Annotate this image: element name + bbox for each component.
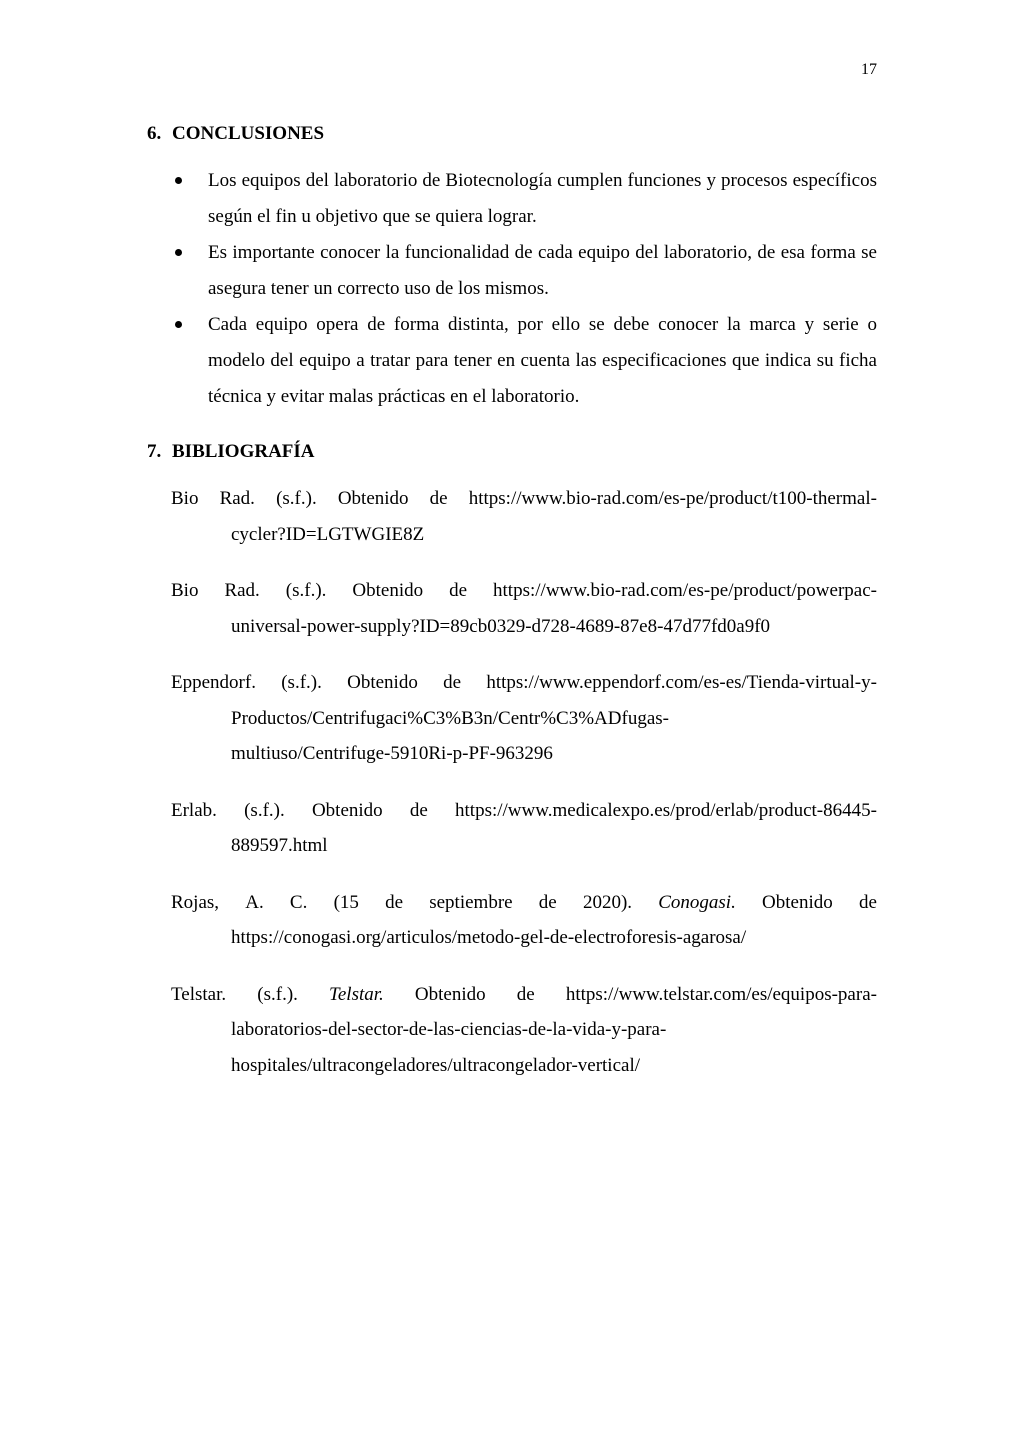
section-number: 7. xyxy=(147,441,162,462)
section-title: CONCLUSIONES xyxy=(172,123,325,144)
reference-continuation-line: universal-power-supply?ID=89cb0329-d728-4689-87e8-47d77fd0a9f0 xyxy=(231,615,771,637)
reference-first-line xyxy=(171,481,877,517)
reference-word: Telstar. xyxy=(329,983,384,1005)
reference-word: Obtenido xyxy=(311,799,383,821)
reference-word: 2020). xyxy=(582,891,633,913)
reference-word: Obtenido xyxy=(762,891,833,913)
reference-item xyxy=(171,665,877,772)
reference-word: de xyxy=(429,488,448,509)
reference-word: Obtenido xyxy=(337,488,409,509)
bullet-icon xyxy=(175,177,182,184)
reference-word: (15 xyxy=(333,891,359,913)
reference-list xyxy=(171,481,877,1104)
conclusiones-list xyxy=(208,163,877,415)
reference-word: Rad. xyxy=(224,580,260,601)
reference-word: Eppendorf. xyxy=(171,672,256,693)
list-item-text: Cada equipo opera de forma distinta, por ello se debe conocer la marca y serie o modelo del equipo a tratar para tener en cuenta las especificaciones que indica su ficha técnica y evitar malas prácticas en el laboratorio. xyxy=(208,314,877,407)
reference-word: septiembre xyxy=(429,891,513,913)
reference-word: de xyxy=(858,891,877,913)
reference-word: Obtenido xyxy=(414,983,486,1005)
list-item xyxy=(208,307,877,415)
reference-word: Bio xyxy=(171,580,199,601)
reference-continuation-line: Productos/Centrifugaci%C3%B3n/Centr%C3%ADfugas- xyxy=(231,707,669,729)
reference-word: de xyxy=(516,983,535,1005)
reference-word: https://www.medicalexpo.es/prod/erlab/product-86445- xyxy=(455,799,877,821)
reference-word: Conogasi. xyxy=(658,891,736,913)
reference-word: de xyxy=(449,580,468,601)
reference-word: de xyxy=(385,891,404,913)
reference-word: Rojas, xyxy=(171,891,220,913)
section-number: 6. xyxy=(147,123,162,144)
reference-word: de xyxy=(443,672,462,693)
reference-continuation-line: laboratorios-del-sector-de-las-ciencias-de-la-vida-y-para- xyxy=(231,1019,667,1040)
reference-word: Erlab. xyxy=(171,799,217,821)
reference-item xyxy=(171,977,877,1084)
reference-word: de xyxy=(538,891,557,913)
reference-word: (s.f.). xyxy=(281,672,322,693)
list-item-text: Es importante conocer la funcionalidad de cada equipo del laboratorio, de esa forma se asegura tener un correcto uso de los mismos. xyxy=(208,242,877,299)
reference-item xyxy=(171,793,877,864)
reference-continuation-line: 889597.html xyxy=(231,835,328,856)
reference-word: Bio xyxy=(171,488,199,509)
reference-word: https://www.eppendorf.com/es-es/Tienda-virtual-y- xyxy=(486,672,877,693)
reference-word: C. xyxy=(289,891,308,913)
reference-item xyxy=(171,885,877,956)
section-title: BIBLIOGRAFÍA xyxy=(172,441,315,462)
reference-word: Obtenido xyxy=(347,672,418,693)
reference-first-line xyxy=(171,573,877,609)
reference-word: A. xyxy=(245,891,264,913)
bibliografia-heading xyxy=(147,440,315,464)
bullet-icon xyxy=(175,249,182,256)
reference-first-line xyxy=(171,665,877,701)
reference-item xyxy=(171,481,877,552)
reference-word: (s.f.). xyxy=(285,580,327,601)
conclusiones-heading xyxy=(147,122,324,146)
reference-item xyxy=(171,573,877,644)
page-number: 17 xyxy=(861,61,877,78)
reference-word: https://www.telstar.com/es/equipos-para- xyxy=(565,983,877,1005)
list-item-text: Los equipos del laboratorio de Biotecnología cumplen funciones y procesos específicos según el fin u objetivo que se quiera lograr. xyxy=(208,170,877,227)
reference-continuation-line: https://conogasi.org/articulos/metodo-gel-de-electroforesis-agarosa/ xyxy=(231,927,747,948)
reference-first-line xyxy=(171,885,877,921)
list-item xyxy=(208,163,877,235)
reference-word: Rad. xyxy=(219,488,255,509)
reference-word: Telstar. xyxy=(171,983,227,1005)
list-item xyxy=(208,235,877,307)
reference-word: (s.f.). xyxy=(257,983,298,1005)
reference-first-line xyxy=(171,793,877,829)
reference-word: https://www.bio-rad.com/es-pe/product/powerpac- xyxy=(493,580,877,601)
reference-first-line xyxy=(171,977,877,1013)
reference-word: de xyxy=(409,799,428,821)
bullet-icon xyxy=(175,321,182,328)
reference-word: https://www.bio-rad.com/es-pe/product/t100-thermal- xyxy=(468,488,877,509)
reference-word: (s.f.). xyxy=(244,799,285,821)
reference-continuation-line: multiuso/Centrifuge-5910Ri-p-PF-963296 xyxy=(231,743,553,764)
reference-word: (s.f.). xyxy=(276,488,317,509)
reference-continuation-line: hospitales/ultracongeladores/ultracongelador-vertical/ xyxy=(231,1054,641,1076)
reference-word: Obtenido xyxy=(352,580,424,601)
reference-continuation-line: cycler?ID=LGTWGIE8Z xyxy=(231,523,425,545)
